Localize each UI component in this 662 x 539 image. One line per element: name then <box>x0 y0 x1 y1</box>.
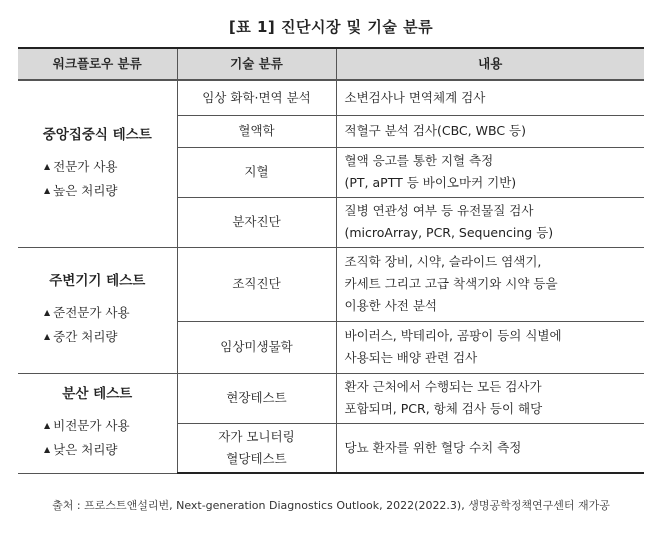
triangle-icon: ▲ <box>44 421 51 430</box>
content-cell: 당뇨 환자를 위한 혈당 수치 측정 <box>336 423 644 473</box>
header-row <box>18 48 644 80</box>
category-cell <box>18 247 177 373</box>
table-row <box>18 80 644 115</box>
category-cell <box>18 80 177 247</box>
header-workflow: 워크플로우 분류 <box>18 48 177 80</box>
content-cell: 소변검사나 면역체계 검사 <box>336 80 644 115</box>
triangle-icon: ▲ <box>44 308 51 317</box>
category-bullet: ▲ 전문가 사용 <box>44 158 118 174</box>
tech-cell: 임상 화학·면역 분석 <box>177 80 336 115</box>
classification-table <box>18 47 644 474</box>
table-row <box>18 247 644 321</box>
category-bullet: ▲ 낮은 처리량 <box>44 442 118 457</box>
content-cell: 조직학 장비, 시약, 슬라이드 염색기, 카세트 그리고 고급 착색기와 시약 등을 이용한 사전 분석 <box>336 247 644 321</box>
content-cell: 혈액 응고를 통한 지혈 측정 (PT, aPTT 등 바이오마커 기반) <box>336 147 644 197</box>
content-cell: 바이러스, 박테리아, 곰팡이 등의 식별에 사용되는 배양 관련 검사 <box>336 321 644 373</box>
triangle-icon: ▲ <box>44 332 51 341</box>
source-footnote: 출처 : 프로스트앤설리번, Next-generation Diagnostics Outlook, 2022(2022.3), 생명공학정책연구센터 재가공 <box>52 499 610 512</box>
category-bullet: ▲ 준전문가 사용 <box>44 305 130 320</box>
header-tech: 기술 분류 <box>177 48 336 80</box>
triangle-icon: ▲ <box>44 185 51 195</box>
triangle-icon: ▲ <box>44 161 51 171</box>
category-name: 분산 테스트 <box>62 386 133 402</box>
category-bullet: ▲ 높은 처리량 <box>44 182 118 198</box>
tech-cell: 지혈 <box>177 147 336 197</box>
table-title: [표 1] 진단시장 및 기술 분류 <box>228 18 434 36</box>
tech-cell: 분자진단 <box>177 197 336 247</box>
category-name: 중앙집중식 테스트 <box>42 126 152 143</box>
category-bullet: ▲ 중간 처리량 <box>44 329 118 344</box>
triangle-icon: ▲ <box>44 445 51 454</box>
tech-cell: 혈액학 <box>177 115 336 147</box>
header-content: 내용 <box>336 48 644 80</box>
content-cell: 질병 연관성 여부 등 유전물질 검사 (microArray, PCR, Sequencing 등) <box>336 197 644 247</box>
category-name: 주변기기 테스트 <box>49 273 146 289</box>
tech-cell: 조직진단 <box>177 247 336 321</box>
tech-cell: 자가 모니터링 혈당테스트 <box>177 423 336 473</box>
content-cell: 환자 근처에서 수행되는 모든 검사가 포함되며, PCR, 항체 검사 등이 해당 <box>336 373 644 423</box>
content-cell: 적혈구 분석 검사(CBC, WBC 등) <box>336 115 644 147</box>
tech-cell: 임상미생물학 <box>177 321 336 373</box>
category-bullet: ▲ 비전문가 사용 <box>44 418 130 433</box>
table-row <box>18 373 644 423</box>
tech-cell: 현장테스트 <box>177 373 336 423</box>
category-cell <box>18 373 177 473</box>
